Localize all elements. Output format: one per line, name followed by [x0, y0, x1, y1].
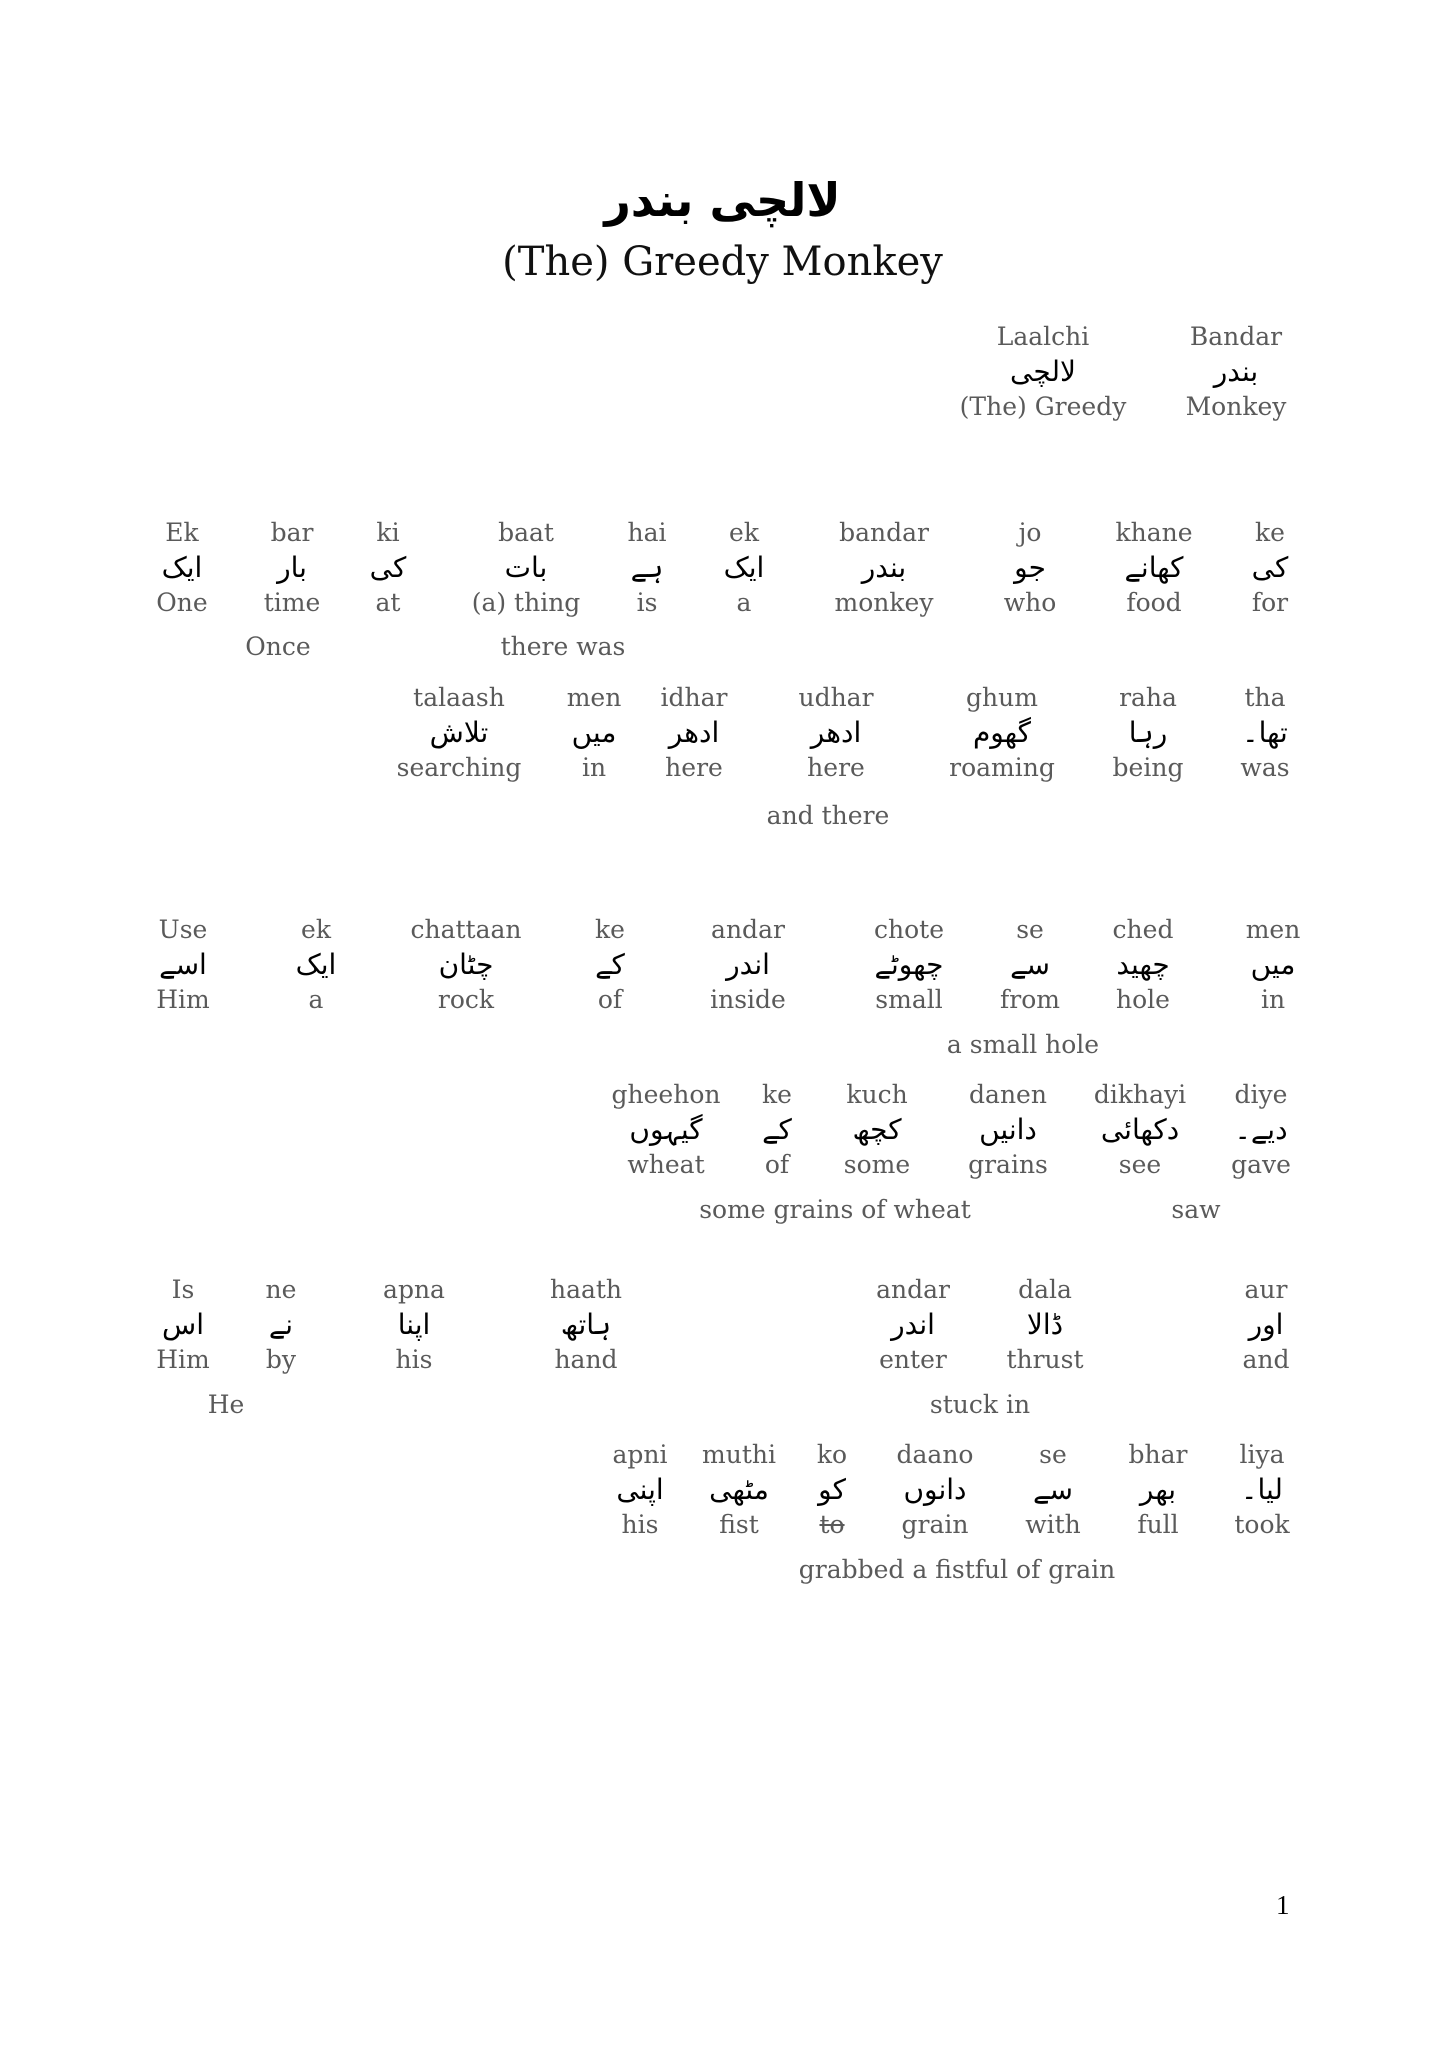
word-column [1094, 1080, 1186, 1180]
urdu-word: ایک [161, 551, 203, 584]
english-gloss: at [375, 588, 401, 617]
english-gloss: grains [968, 1150, 1048, 1179]
english-gloss: enter [879, 1345, 947, 1374]
english-gloss: One [156, 588, 208, 617]
roman-word: haath [549, 1275, 623, 1304]
roman-word: dala [1018, 1275, 1072, 1304]
english-gloss: of [597, 985, 623, 1014]
roman-word: udhar [798, 683, 874, 712]
urdu-word: ایک [295, 948, 337, 981]
urdu-word: اپنا [397, 1308, 431, 1341]
word-column [370, 518, 407, 618]
word-column [567, 683, 622, 783]
english-gloss: rock [437, 985, 495, 1014]
urdu-word: اندر [891, 1308, 935, 1341]
roman-word: diye [1234, 1080, 1288, 1109]
word-column [844, 1080, 910, 1180]
roman-word: Ek [165, 518, 199, 547]
roman-word: men [1245, 915, 1301, 944]
roman-word: gheehon [611, 1080, 721, 1109]
urdu-word: تھا۔ [1242, 716, 1288, 749]
urdu-word: ایک [723, 551, 765, 584]
roman-word: men [566, 683, 622, 712]
english-gloss: Him [156, 1345, 210, 1374]
urdu-word: دکھائی [1100, 1113, 1180, 1146]
urdu-word: رہا [1128, 716, 1168, 749]
roman-word: danen [969, 1080, 1047, 1109]
urdu-word: نے [268, 1308, 294, 1341]
english-gloss: from [1000, 985, 1060, 1014]
word-column [1242, 1275, 1289, 1375]
word-column [383, 1275, 445, 1375]
roman-word: Is [171, 1275, 195, 1304]
urdu-word: اپنی [616, 1473, 664, 1506]
english-gloss: took [1234, 1510, 1290, 1539]
phrase-translation: saw [1171, 1195, 1221, 1224]
roman-word: hai [627, 518, 667, 547]
english-gloss: time [263, 588, 321, 617]
roman-word: Laalchi [996, 322, 1090, 351]
english-gloss: hand [554, 1345, 618, 1374]
urdu-word: اور [1248, 1308, 1284, 1341]
urdu-word: کھانے [1124, 551, 1184, 584]
word-column [762, 1080, 792, 1180]
roman-word: bar [270, 518, 314, 547]
word-column [1252, 518, 1289, 618]
word-column [156, 518, 207, 618]
word-column [817, 1440, 847, 1540]
word-column [612, 1440, 667, 1540]
page-number: 1 [1276, 1890, 1290, 1920]
roman-word: ke [762, 1080, 792, 1109]
word-column [897, 1440, 974, 1540]
urdu-word: دانوں [903, 1473, 967, 1506]
english-gloss: of [764, 1150, 790, 1179]
word-column [1025, 1440, 1081, 1540]
english-gloss: (a) thing [471, 588, 581, 617]
roman-word: chattaan [410, 915, 522, 944]
roman-word: daano [896, 1440, 974, 1469]
english-gloss: roaming [949, 753, 1055, 782]
roman-word: aur [1244, 1275, 1288, 1304]
word-column [960, 322, 1127, 422]
english-gloss: here [665, 753, 723, 782]
roman-word: baat [498, 518, 554, 547]
english-gloss: for [1251, 588, 1289, 617]
roman-word: se [1016, 915, 1044, 944]
english-gloss: his [395, 1345, 433, 1374]
word-column [1240, 683, 1289, 783]
english-gloss: hole [1116, 985, 1170, 1014]
urdu-word: چٹان [438, 948, 494, 981]
urdu-word: کی [1251, 551, 1289, 584]
english-gloss: is [636, 588, 658, 617]
urdu-word: جو [1014, 551, 1046, 584]
phrase-translation: He [207, 1390, 245, 1419]
english-gloss: see [1118, 1150, 1162, 1179]
english-gloss: Monkey [1185, 392, 1287, 421]
english-gloss: who [1003, 588, 1057, 617]
urdu-word: ادھر [668, 716, 720, 749]
roman-word: bandar [839, 518, 929, 547]
urdu-word: بار [277, 551, 307, 584]
english-gloss: being [1112, 753, 1184, 782]
english-gloss: here [807, 753, 865, 782]
word-column [595, 915, 625, 1015]
urdu-word: میں [1250, 948, 1296, 981]
urdu-word: میں [571, 716, 617, 749]
word-column [710, 915, 786, 1015]
english-gloss: with [1025, 1510, 1081, 1539]
urdu-word: بھر [1139, 1473, 1177, 1506]
word-column [1006, 1275, 1083, 1375]
word-column [876, 1275, 950, 1375]
urdu-word: بندر [861, 551, 907, 584]
roman-word: se [1039, 1440, 1067, 1469]
phrase-translation: some grains of wheat [699, 1195, 971, 1224]
urdu-word: تلاش [429, 716, 489, 749]
roman-word: ghum [966, 683, 1038, 712]
word-column [1231, 1080, 1291, 1180]
urdu-word: ادھر [810, 716, 862, 749]
phrase-translation: stuck in [929, 1390, 1031, 1419]
roman-word: liya [1239, 1440, 1285, 1469]
roman-word: Use [158, 915, 208, 944]
word-column [627, 518, 666, 618]
word-column [472, 518, 581, 618]
english-gloss: grain [901, 1510, 969, 1539]
word-column [874, 915, 944, 1015]
phrase-translation: grabbed a fistful of grain [798, 1555, 1116, 1584]
title-english: (The) Greedy Monkey [502, 239, 943, 285]
roman-word: chote [874, 915, 944, 944]
word-column [724, 518, 765, 618]
english-gloss: searching [396, 753, 522, 782]
word-column [1004, 518, 1057, 618]
word-column [1113, 915, 1174, 1015]
english-gloss: inside [710, 985, 786, 1014]
english-gloss: was [1240, 753, 1290, 782]
phrase-translation: Once [245, 632, 311, 661]
word-column [410, 915, 521, 1015]
urdu-word: کچھ [852, 1113, 902, 1146]
roman-word: ek [301, 915, 331, 944]
roman-word: andar [711, 915, 785, 944]
word-column [949, 683, 1055, 783]
roman-word: jo [1018, 518, 1042, 547]
roman-word: apni [612, 1440, 668, 1469]
english-gloss: fist [719, 1510, 759, 1539]
english-gloss: small [875, 985, 943, 1014]
roman-word: apna [383, 1275, 445, 1304]
roman-word: Bandar [1189, 322, 1283, 351]
english-gloss: thrust [1006, 1345, 1084, 1374]
urdu-word: بات [504, 551, 548, 584]
roman-word: muthi [702, 1440, 776, 1469]
title-urdu: لالچی بندر [604, 173, 841, 227]
urdu-word: گیہوں [629, 1113, 703, 1146]
urdu-word: کو [818, 1473, 846, 1506]
english-gloss: (The) Greedy [959, 392, 1127, 421]
phrase-translation: there was [500, 632, 626, 661]
roman-word: talaash [413, 683, 505, 712]
urdu-word: بندر [1213, 355, 1259, 388]
word-column [266, 1275, 297, 1375]
phrase-translation: a small hole [946, 1030, 1100, 1059]
roman-word: andar [876, 1275, 950, 1304]
word-column [156, 1275, 210, 1375]
english-gloss: his [621, 1510, 659, 1539]
urdu-word: چھید [1116, 948, 1170, 981]
word-column [835, 518, 934, 618]
urdu-word: کی [369, 551, 407, 584]
word-column [1115, 518, 1192, 618]
urdu-word: سے [1033, 1473, 1073, 1506]
urdu-word: لیا۔ [1241, 1473, 1283, 1506]
word-column [397, 683, 522, 783]
english-gloss: a [308, 985, 324, 1014]
urdu-word: ہاتھ [560, 1308, 612, 1341]
urdu-word: اندر [726, 948, 770, 981]
english-gloss: in [1260, 985, 1286, 1014]
word-column [968, 1080, 1048, 1180]
word-column [661, 683, 728, 783]
roman-word: ke [595, 915, 625, 944]
word-column [798, 683, 873, 783]
english-gloss: a [736, 588, 752, 617]
roman-word: bhar [1128, 1440, 1188, 1469]
urdu-word: کے [595, 948, 625, 981]
word-column [1000, 915, 1060, 1015]
urdu-word: لالچی [1010, 355, 1076, 388]
urdu-word: گھوم [972, 716, 1032, 749]
roman-word: dikhayi [1093, 1080, 1187, 1109]
urdu-word: ہے [630, 551, 664, 584]
urdu-word: اس [162, 1308, 204, 1341]
roman-word: raha [1119, 683, 1177, 712]
english-gloss: Him [156, 985, 210, 1014]
word-column [702, 1440, 776, 1540]
urdu-word: سے [1010, 948, 1050, 981]
urdu-word: دانیں [979, 1113, 1037, 1146]
english-gloss: monkey [834, 588, 934, 617]
roman-word: idhar [660, 683, 728, 712]
urdu-word: چھوٹے [874, 948, 944, 981]
word-column [1246, 915, 1301, 1015]
english-gloss: by [265, 1345, 297, 1374]
word-column [550, 1275, 622, 1375]
roman-word: ki [376, 518, 400, 547]
urdu-word: اسے [159, 948, 207, 981]
word-column [1129, 1440, 1188, 1540]
roman-word: ek [729, 518, 759, 547]
urdu-word: دیے۔ [1234, 1113, 1288, 1146]
roman-word: tha [1244, 683, 1286, 712]
word-column [1186, 322, 1287, 422]
english-gloss: some [843, 1150, 911, 1179]
roman-word: khane [1115, 518, 1193, 547]
english-gloss: full [1137, 1510, 1179, 1539]
english-gloss-struck: to [819, 1510, 845, 1539]
word-column [1234, 1440, 1289, 1540]
roman-word: ke [1255, 518, 1285, 547]
word-column [612, 1080, 721, 1180]
roman-word: ko [816, 1440, 848, 1469]
roman-word: ched [1112, 915, 1174, 944]
word-column [264, 518, 321, 618]
word-column [156, 915, 210, 1015]
word-column [1113, 683, 1184, 783]
urdu-word: ڈالا [1026, 1308, 1064, 1341]
word-column [296, 915, 337, 1015]
urdu-word: کے [762, 1113, 792, 1146]
english-gloss: in [581, 753, 607, 782]
english-gloss: gave [1231, 1150, 1291, 1179]
urdu-word: مٹھی [709, 1473, 769, 1506]
roman-word: kuch [846, 1080, 908, 1109]
english-gloss: wheat [627, 1150, 705, 1179]
phrase-translation: and there [766, 801, 890, 830]
roman-word: ne [265, 1275, 297, 1304]
english-gloss: food [1126, 588, 1182, 617]
english-gloss: and [1242, 1345, 1290, 1374]
